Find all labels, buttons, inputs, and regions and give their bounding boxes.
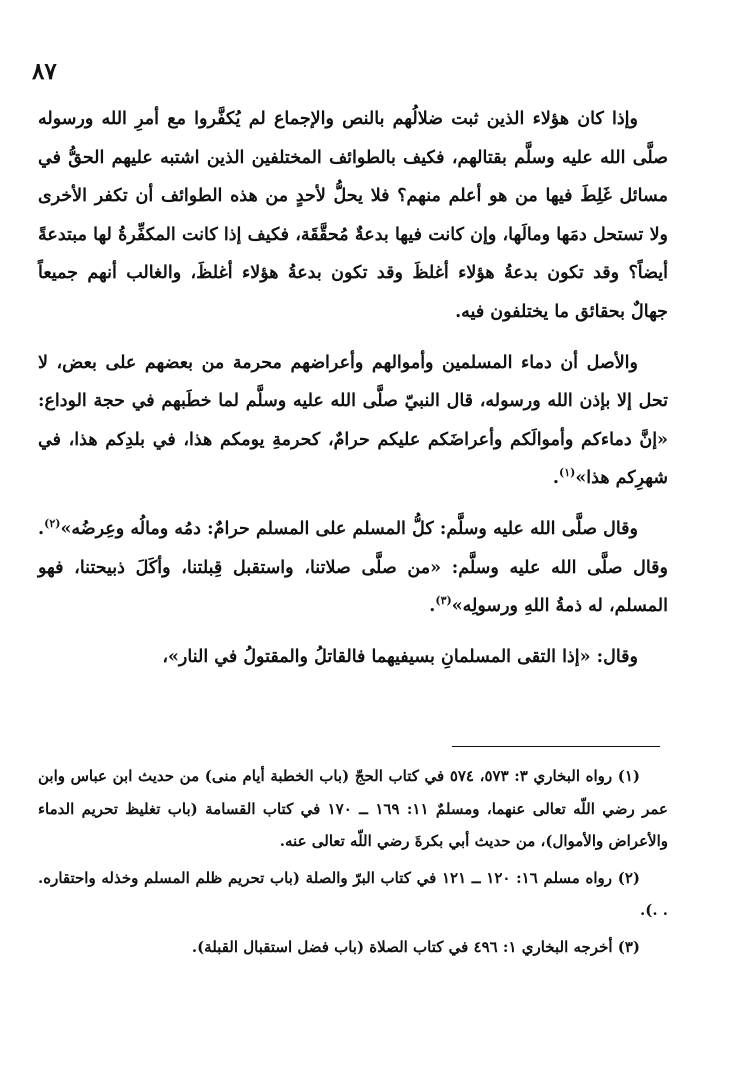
footnote-ref-3[interactable]: (٣): [435, 594, 452, 608]
footnote-ref-2[interactable]: (٢): [44, 517, 61, 531]
footnote-2: (٢) رواه مسلم ١٦: ١٢٠ ــ ١٢١ في كتاب البرّ والصلة (باب تحريم ظلم المسلم وخذله واحتقاره. . .).: [38, 868, 668, 919]
paragraph-3: [38, 510, 668, 626]
footnote-divider: [452, 746, 660, 747]
paragraph-4: [38, 638, 668, 677]
page-number: ٨٧: [32, 58, 57, 85]
footnotes: [38, 760, 668, 967]
paragraph-3-text-b: . وقال صلَّى الله عليه وسلَّم: «من صلَّى صلاتنا، واستقبل قِبلتنا، وأكَلَ ذبيحتنا، فهو المسلم، له ذمةُ اللهِ ورسولِه»: [38, 518, 668, 617]
main-text: [38, 100, 668, 688]
paragraph-1: [38, 100, 668, 332]
footnote-1: (١) رواه البخاري ٣: ٥٧٣، ٥٧٤ في كتاب الحجّ (باب الخطبة أيام منى) من حديث ابن عباس وابن عمر رضي اللّه تعالى عنهما، ومسلمٌ ١١: ١٦٩ ــ ١٧٠ في كتاب القسامة (باب تغليظ تحريم الدماء والأعراض والأموال)، من حديث أبي بكرةَ رضي اللّه تعالى عنه.: [38, 767, 668, 850]
paragraph-3-text-a: وقال صلَّى الله عليه وسلَّم: كلُّ المسلم على المسلم حرامٌ: دمُه ومالُه وعِرضُه»: [60, 518, 638, 539]
footnote-3: (٣) أخرجه البخاري ١: ٤٩٦ في كتاب الصلاة (باب فضل استقبال القبلة).: [191, 937, 640, 956]
paragraph-3-end: .: [429, 596, 436, 617]
paragraph-2-text: والأصل أن دماء المسلمين وأموالهم وأعراضهم محرمة من بعضهم على بعض، لا تحل إلا بإذن الله ورسوله، قال النبيّ صلَّى الله عليه وسلَّم لما خطَبهم في حجة الوداع: «إنَّ دماءكم وأموالَكم وأعراضَكم عليكم حرامٌ، كحرمةِ يومكم هذا، في بلدِكم هذا، في شهرِكم هذا»: [38, 352, 668, 489]
paragraph-2-end: .: [552, 468, 559, 489]
paragraph-4-text: وقال: «إذا التقى المسلمانِ بسيفيهما فالقاتلُ والمقتولُ في النار»،: [162, 646, 638, 667]
paragraph-2: [38, 344, 668, 498]
footnote-ref-1[interactable]: (١): [558, 466, 576, 480]
paragraph-1-text: وإذا كان هؤلاء الذين ثبت ضلالُهم بالنص والإجماع لم يُكفَّروا مع أمرِ الله ورسوله صلَّى الله عليه وسلَّم بقتالهم، فكيف بالطوائف المختلفين الذين اشتبه عليهم الحقُّ في مسائل غَلِطَ فيها من هو أعلم منهم؟ فلا يحلُّ لأحدٍ من هذه الطوائف أن تكفر الأخرى ولا تستحل دمَها ومالَها، وإن كانت فيها بدعةٌ مُحقَّقَة، فكيف إذا كانت المكفِّرةُ لها مبتدعةً أيضاً؟ وقد تكون بدعةُ هؤلاء أغلظَ وقد تكون بدعةُ هؤلاء أغلظَ، والغالب أنهم جميعاً جهالٌ بحقائق ما يختلفون فيه.: [38, 109, 668, 322]
